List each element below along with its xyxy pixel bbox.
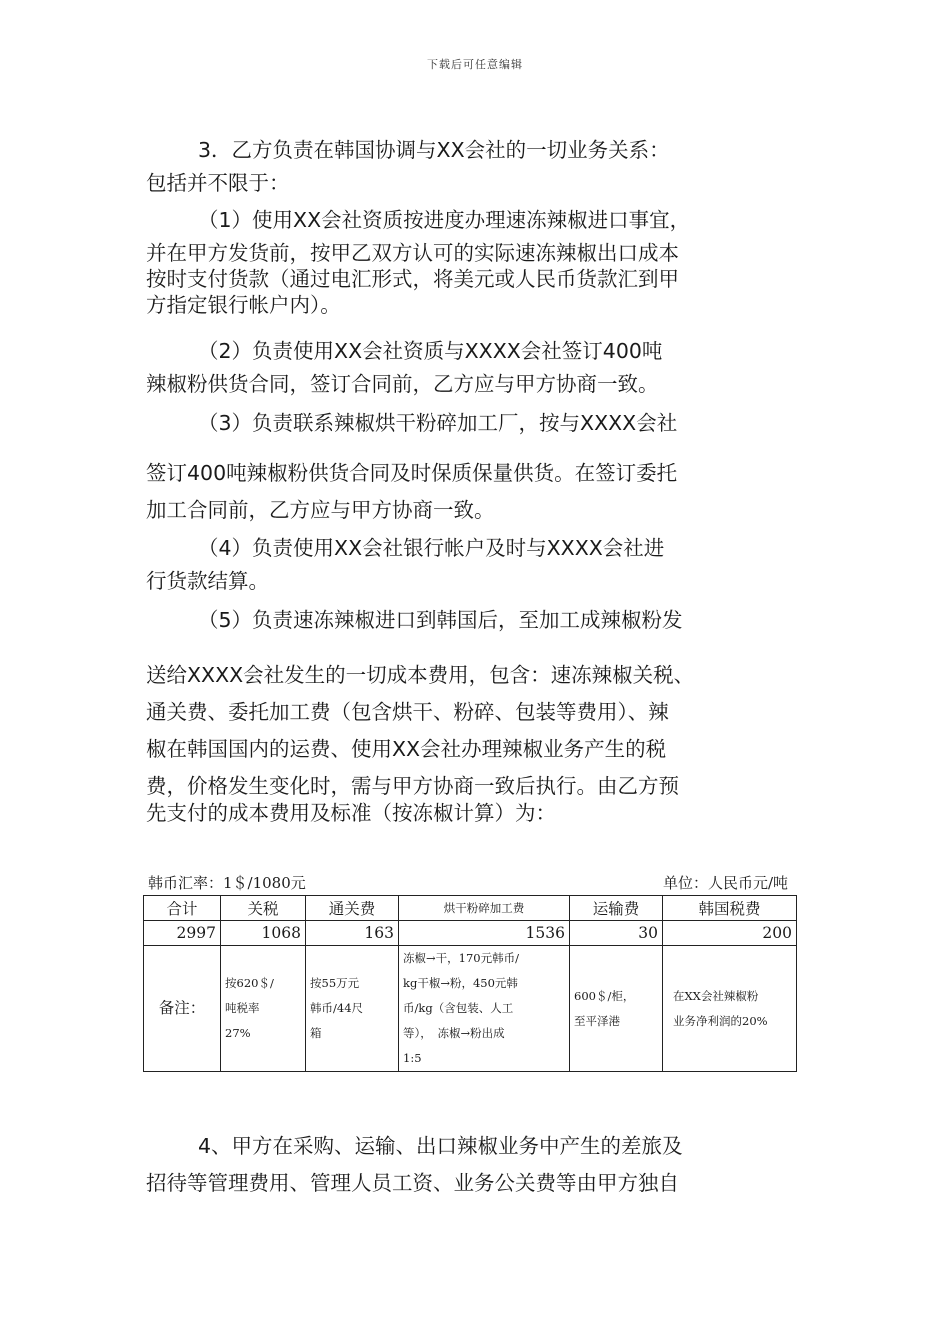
note-line: 600＄/柜，	[574, 988, 635, 1003]
note-line: 按620＄/	[225, 976, 274, 990]
header-freight: 运输费	[570, 896, 663, 921]
clause-3-1-line: 方指定银行帐户内）。	[146, 293, 341, 317]
note-korea-tax	[663, 946, 797, 1072]
note-line: 业务净利润的20%	[673, 1013, 768, 1028]
clause-3-2-line: 辣椒粉供货合同，签订合同前，乙方应与甲方协商一致。	[146, 372, 659, 396]
clause-3-5-line: 先支付的成本费用及标准（按冻椒计算）为：	[146, 801, 556, 825]
note-line: 韩币/44尺	[310, 1001, 364, 1015]
table-caption	[148, 872, 788, 893]
note-line: 冻椒→干，170元韩币/	[403, 951, 519, 965]
unit-label: 单位：人民币元/吨	[662, 874, 788, 892]
clause-4	[146, 1130, 818, 1200]
clause-3-1-line: 按时支付货款（通过电汇形式，将美元或人民币货款汇到甲	[146, 267, 679, 291]
value-customs: 163	[306, 921, 399, 946]
clause-3-3-line: 签订400吨辣椒粉供货合同及时保质保量供货。在签订委托	[146, 461, 678, 485]
clause-3-4	[146, 532, 818, 598]
note-processing	[399, 946, 570, 1072]
clause-4-line: 4、甲方在采购、运输、出口辣椒业务中产生的差旅及	[198, 1134, 683, 1158]
value-korea-tax: 200	[663, 921, 797, 946]
note-line: kg干椒→粉，450元韩	[403, 976, 518, 990]
note-freight	[570, 946, 663, 1072]
clause-3-4-line: 行货款结算。	[146, 569, 269, 593]
clause-3-2-line: （2）负责使用XX会社资质与XXXX会社签订400吨	[198, 339, 663, 363]
note-line: 等）， 冻椒→粉出成	[403, 1026, 505, 1040]
note-line: 箱	[310, 1026, 322, 1040]
table-notes-row	[144, 946, 797, 1072]
clause-3-3-line: 加工合同前，乙方应与甲方协商一致。	[146, 498, 495, 522]
value-total: 2997	[144, 921, 221, 946]
header-korea-tax: 韩国税费	[663, 896, 797, 921]
table-header-row	[144, 896, 797, 921]
clause-3-4-line: （4）负责使用XX会社银行帐户及时与XXXX会社进	[198, 536, 665, 560]
header-customs: 通关费	[306, 896, 399, 921]
cost-table	[143, 895, 797, 1072]
header-processing: 烘干粉碎加工费	[399, 896, 570, 921]
clause-3-1-line: （1）使用XX会社资质按进度办理速冻辣椒进口事宜，	[198, 208, 691, 232]
exchange-rate-label: 韩币汇率：1＄/1080元	[148, 874, 306, 892]
notes-label: 备注：	[144, 946, 221, 1072]
clause-3-5	[146, 604, 818, 830]
clause-3	[146, 134, 818, 200]
clause-3-5-line: （5）负责速冻辣椒进口到韩国后，至加工成辣椒粉发	[198, 608, 683, 632]
note-line: 按55万元	[310, 976, 360, 990]
note-line: 27%	[225, 1026, 251, 1040]
note-customs	[306, 946, 399, 1072]
note-line: 币/kg（含包装、人工	[403, 1001, 514, 1015]
clause-3-5-line: 通关费、委托加工费（包含烘干、粉碎、包装等费用）、辣	[146, 700, 669, 724]
clause-3-3-line: （3）负责联系辣椒烘干粉碎加工厂，按与XXXX会社	[198, 411, 678, 435]
clause-3-line: 包括并不限于：	[146, 171, 290, 195]
note-tariff	[221, 946, 306, 1072]
note-line: 在XX会社辣椒粉	[673, 988, 759, 1003]
header-tariff: 关税	[221, 896, 306, 921]
value-tariff: 1068	[221, 921, 306, 946]
clause-4-line: 招待等管理费用、管理人员工资、业务公关费等由甲方独自	[146, 1171, 679, 1195]
note-line: 吨税率	[225, 1001, 260, 1015]
header-total: 合计	[144, 896, 221, 921]
note-line: 至平泽港	[574, 1013, 620, 1028]
clause-3-1-line: 并在甲方发货前，按甲乙双方认可的实际速冻辣椒出口成本	[146, 241, 679, 265]
value-processing: 1536	[399, 921, 570, 946]
clause-3-5-line: 费，价格发生变化时，需与甲方协商一致后执行。由乙方预	[146, 774, 679, 798]
clause-3-3	[146, 407, 818, 527]
value-freight: 30	[570, 921, 663, 946]
page-header: 下载后可任意编辑	[427, 58, 523, 71]
clause-3-line: 3．乙方负责在韩国协调与XX会社的一切业务关系：	[198, 138, 670, 162]
table-values-row	[144, 921, 797, 946]
note-line: 1:5	[403, 1051, 422, 1065]
clause-3-5-line: 送给XXXX会社发生的一切成本费用，包含：速冻辣椒关税、	[146, 663, 695, 687]
clause-3-5-line: 椒在韩国国内的运费、使用XX会社办理辣椒业务产生的税	[146, 737, 667, 761]
clause-3-2	[146, 335, 818, 401]
clause-3-1	[146, 204, 818, 322]
